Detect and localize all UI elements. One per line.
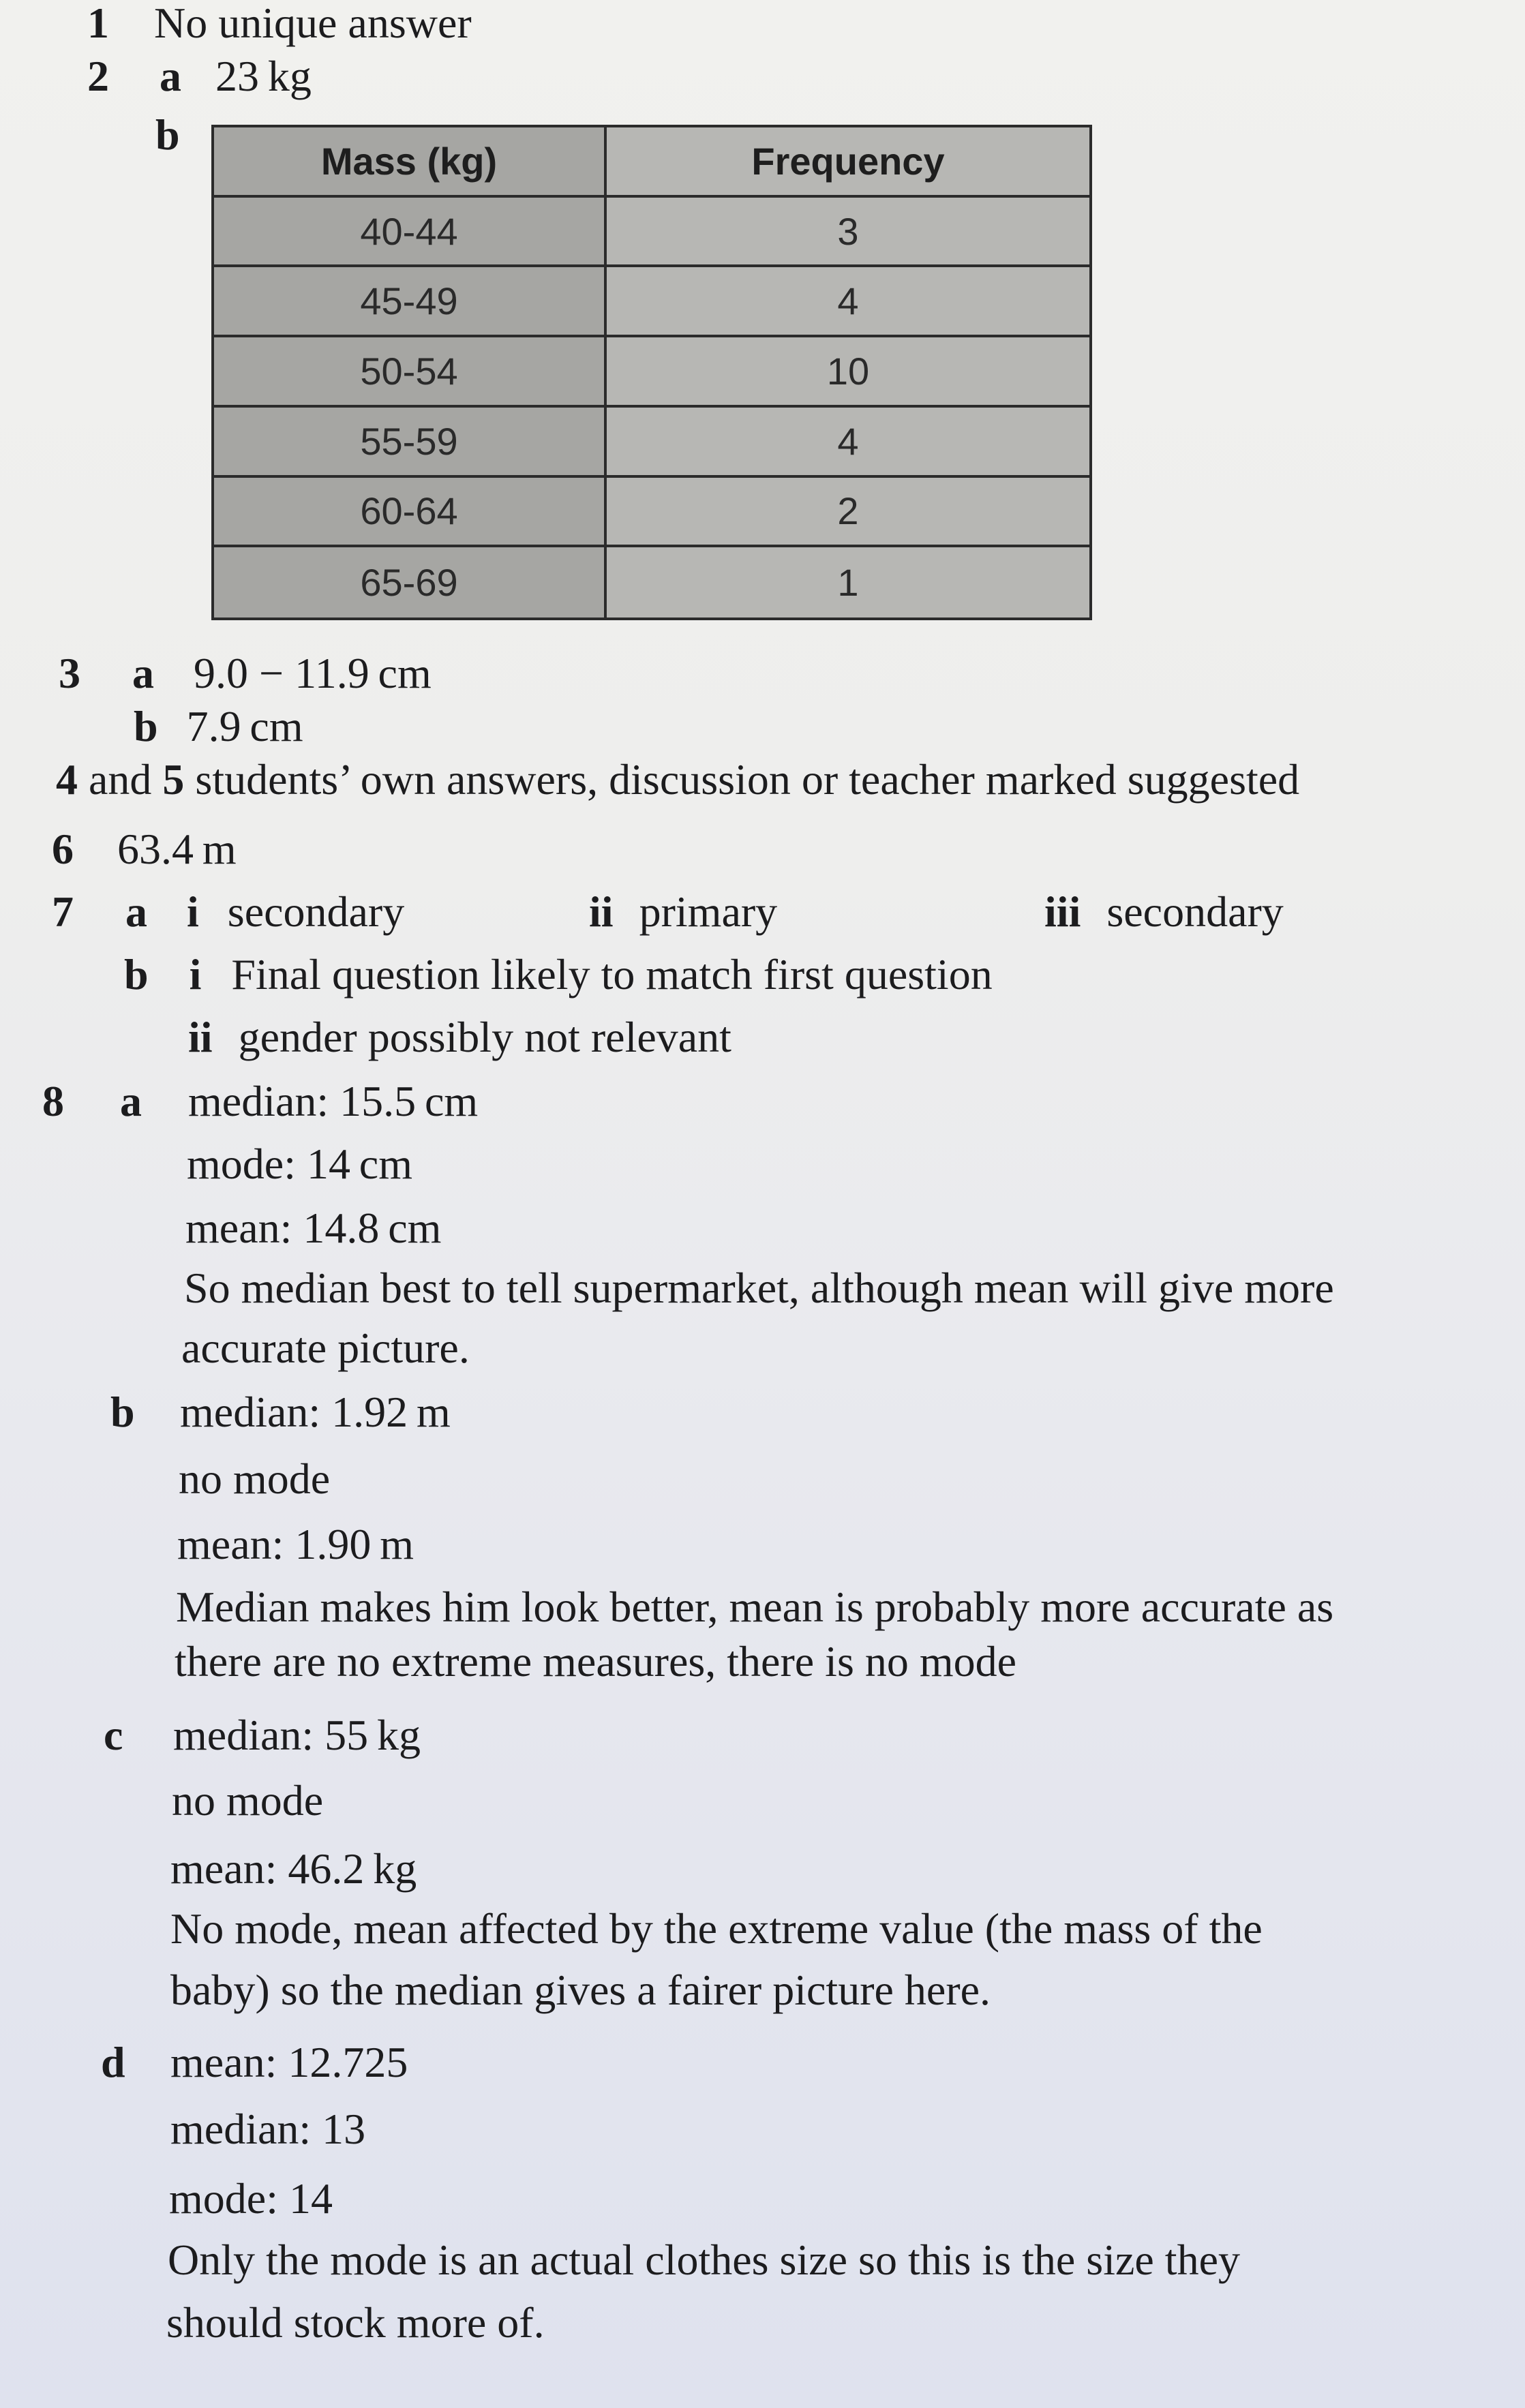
table-cell: 55-59	[214, 408, 607, 478]
answer-7a-ii	[589, 885, 777, 939]
answer-1	[87, 0, 472, 50]
question-number: 6	[52, 825, 74, 873]
answer-4-5	[56, 752, 1299, 807]
table-cell: 3	[607, 198, 1089, 268]
part-label: a	[125, 887, 147, 936]
sub-part-label: i	[187, 887, 199, 936]
answer-line: should stock more of.	[166, 2298, 545, 2347]
answer-text: 7.9 cm	[186, 702, 303, 750]
part-label: b	[110, 1388, 135, 1436]
part-label: a	[120, 1077, 142, 1125]
answer-line: mean: 1.90 m	[177, 1520, 414, 1568]
part-8a-label	[120, 1074, 142, 1129]
question-8-number	[42, 1074, 64, 1129]
answer-line: mode: 14	[169, 2174, 333, 2223]
answer-line: accurate picture.	[181, 1324, 470, 1372]
part-label: b	[124, 950, 149, 999]
part-8c-label	[104, 1708, 123, 1763]
sub-part-label: i	[189, 950, 202, 999]
table-cell: 4	[607, 408, 1089, 478]
answer-3b	[134, 699, 303, 754]
question-number: 1	[87, 0, 109, 47]
answer-3a	[59, 646, 432, 701]
answer-line: Only the mode is an actual clothes size so this is the size they	[168, 2236, 1240, 2284]
answer-text: Final question likely to match first question	[231, 950, 993, 999]
part-label: a	[132, 649, 154, 697]
question-number: 5	[162, 755, 185, 804]
part-8b-label	[110, 1385, 135, 1439]
table-cell: 1	[607, 547, 1089, 618]
question-number: 4	[56, 755, 78, 804]
answer-line: baby) so the median gives a fairer picture here.	[170, 1966, 991, 2014]
part-label: c	[104, 1711, 123, 1759]
answer-6	[52, 822, 237, 877]
table-header: Frequency	[607, 127, 1089, 198]
table-cell: 40-44	[214, 198, 607, 268]
table-cell: 2	[607, 478, 1089, 548]
answer-line: median: 55 kg	[173, 1711, 421, 1759]
answer-7a-i	[52, 885, 404, 939]
table-cell: 10	[607, 337, 1089, 408]
answer-text: 23 kg	[215, 52, 312, 100]
answer-line: no mode	[179, 1454, 331, 1503]
part-label: b	[155, 110, 180, 159]
answer-text: 9.0 − 11.9 cm	[194, 649, 432, 697]
answer-line: mode: 14 cm	[187, 1140, 412, 1188]
answer-line: mean: 14.8 cm	[185, 1204, 442, 1252]
answer-line: mean: 46.2 kg	[170, 1844, 417, 1893]
answer-2b-label	[155, 108, 180, 162]
answer-text: and	[78, 755, 163, 804]
answer-line: median: 13	[170, 2105, 366, 2153]
answer-text: 63.4 m	[117, 825, 237, 873]
answer-7a-iii	[1044, 885, 1284, 939]
part-8d-label	[101, 2035, 125, 2090]
answer-7b-ii	[188, 1010, 731, 1065]
table-cell: 4	[607, 267, 1089, 337]
answer-line: Median makes him look better, mean is probably more accurate as	[176, 1583, 1334, 1631]
answer-text: secondary	[1106, 887, 1284, 936]
answer-text: No unique answer	[154, 0, 472, 47]
answer-line: median: 1.92 m	[180, 1388, 451, 1436]
answer-7b-i	[124, 947, 993, 1002]
question-number: 8	[42, 1077, 64, 1125]
answer-line: median: 15.5 cm	[188, 1077, 479, 1125]
frequency-table	[211, 125, 1092, 620]
table-cell: 60-64	[214, 478, 607, 548]
question-number: 3	[59, 649, 80, 697]
answer-line: So median best to tell supermarket, although mean will give more	[184, 1264, 1334, 1312]
sub-part-label: ii	[188, 1013, 213, 1061]
answer-2a	[87, 49, 312, 104]
answer-line: No mode, mean affected by the extreme value (the mass of the	[170, 1904, 1263, 1953]
part-label: d	[101, 2038, 125, 2086]
table-cell: 65-69	[214, 547, 607, 618]
sub-part-label: ii	[589, 887, 614, 936]
answer-text: students’ own answers, discussion or teacher marked suggested	[184, 755, 1300, 804]
question-number: 7	[52, 887, 74, 936]
answer-line: mean: 12.725	[170, 2038, 408, 2086]
answer-text: gender possibly not relevant	[238, 1013, 731, 1061]
question-number: 2	[87, 52, 109, 100]
answer-line: no mode	[172, 1776, 324, 1825]
answer-text: secondary	[227, 887, 405, 936]
answer-text: primary	[639, 887, 778, 936]
table-cell: 50-54	[214, 337, 607, 408]
table-cell: 45-49	[214, 267, 607, 337]
table-header: Mass (kg)	[214, 127, 607, 198]
answer-line: there are no extreme measures, there is no mode	[175, 1637, 1017, 1686]
part-label: a	[160, 52, 181, 100]
part-label: b	[134, 702, 158, 750]
sub-part-label: iii	[1044, 887, 1081, 936]
